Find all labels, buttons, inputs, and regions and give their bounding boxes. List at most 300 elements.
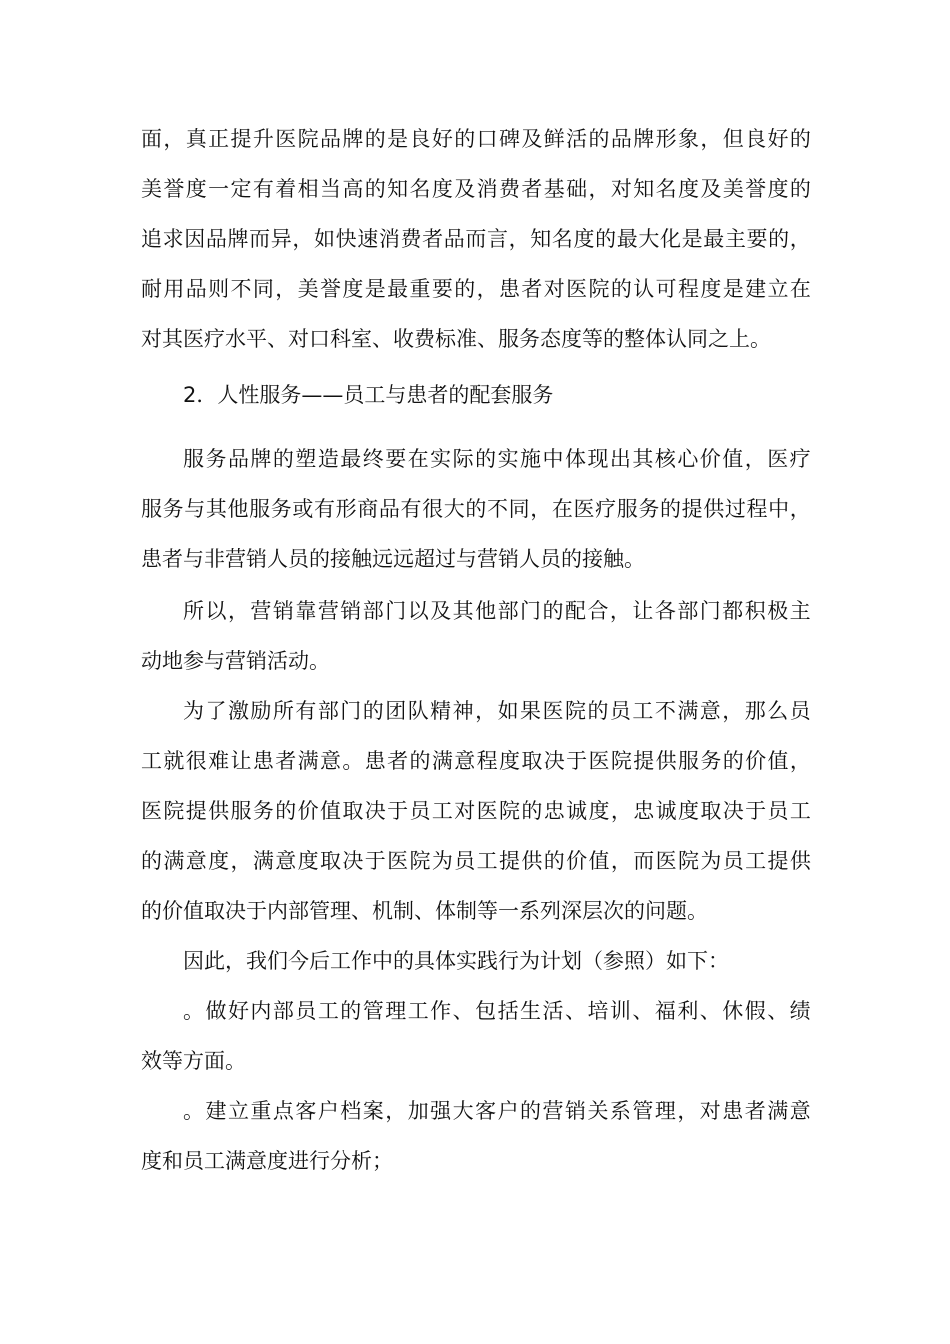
text-char: 供 <box>703 497 725 521</box>
text-char: 的 <box>610 277 632 301</box>
text-char: 。 <box>183 999 204 1023</box>
text-char: 要 <box>431 277 453 301</box>
text-line: 效等方面。 <box>141 1049 246 1073</box>
text-char: 中 <box>542 447 564 471</box>
text-char: 在 <box>407 447 429 471</box>
text-char: 诚 <box>566 799 588 823</box>
text-char: 积 <box>744 599 766 623</box>
text-char: 院 <box>588 277 610 301</box>
text-char: 医 <box>566 277 588 301</box>
text-char: 满 <box>431 749 453 773</box>
text-char: 终 <box>362 447 384 471</box>
text-char: 同 <box>252 277 274 301</box>
text-char: 好 <box>431 127 453 151</box>
text-char: 取 <box>320 849 341 873</box>
text-char: 、 <box>632 999 654 1023</box>
text-char: 服 <box>249 497 271 521</box>
text-char: 价 <box>566 849 588 873</box>
text-char: 销 <box>272 599 294 623</box>
text-char: 服 <box>616 497 638 521</box>
text-char: 绩 <box>789 999 811 1023</box>
text-char: 化 <box>660 227 681 251</box>
text-char: 如 <box>314 227 335 251</box>
text-char: 部 <box>497 599 519 623</box>
text-char: 誉 <box>163 177 185 201</box>
text-line: 度和员工满意度进行分析； <box>141 1149 393 1173</box>
text-char: 为 <box>700 849 722 873</box>
text-char: 品 <box>378 497 400 521</box>
text-char: 服 <box>141 497 162 521</box>
text-char: 内 <box>250 999 272 1023</box>
text-line <box>141 174 811 204</box>
text-char: 品 <box>320 127 341 151</box>
text-char: 程 <box>476 749 498 773</box>
text-char: 让 <box>632 599 654 623</box>
text-char: 与 <box>184 497 206 521</box>
text-char: 因 <box>184 227 206 251</box>
text-char: 服 <box>678 749 699 773</box>
text-char: 医 <box>767 447 789 471</box>
text-char: 着 <box>275 177 297 201</box>
text-char: 员 <box>789 699 811 723</box>
text-char: ， <box>163 127 185 151</box>
text-char: 工 <box>407 999 429 1023</box>
text-char: 满 <box>163 849 185 873</box>
text-char: 的 <box>475 447 497 471</box>
text-char: 则 <box>208 277 230 301</box>
text-char: 不 <box>230 277 252 301</box>
text-char: 有 <box>252 177 274 201</box>
text-char: 价 <box>745 749 767 773</box>
text-char: ， <box>588 177 610 201</box>
text-char: 医 <box>387 849 409 873</box>
text-char: 各 <box>654 599 676 623</box>
text-char: 提 <box>499 849 520 873</box>
text-char: 团 <box>385 699 407 723</box>
text-char: 医 <box>588 749 610 773</box>
text-char: 其 <box>205 497 227 521</box>
text-char: 主 <box>724 227 746 251</box>
text-char: 度 <box>678 177 699 201</box>
text-char: 其 <box>452 599 474 623</box>
text-char: 员 <box>609 699 631 723</box>
text-char: 务 <box>638 497 660 521</box>
text-char: 而 <box>249 227 271 251</box>
text-char: 员 <box>409 799 431 823</box>
text-char: 强 <box>430 1099 452 1123</box>
text-char: 用 <box>163 277 185 301</box>
text-line <box>141 846 811 876</box>
text-char: 同 <box>508 497 530 521</box>
text-char: 的 <box>141 849 162 873</box>
text-char: 务 <box>270 497 292 521</box>
text-char: 、 <box>564 999 586 1023</box>
text-char: 的 <box>587 699 609 723</box>
text-char: 取 <box>521 749 543 773</box>
text-char: 度 <box>342 277 364 301</box>
text-char: 是 <box>387 127 409 151</box>
text-line <box>141 796 811 826</box>
text-char: 立 <box>767 277 789 301</box>
text-char: 的 <box>409 749 431 773</box>
text-char: ， <box>385 1099 407 1123</box>
text-char: ， <box>789 497 811 521</box>
text-char: 但 <box>722 127 744 151</box>
text-char: 消 <box>378 227 400 251</box>
text-char: 费 <box>499 177 520 201</box>
text-char: 难 <box>208 749 230 773</box>
text-char: 在 <box>789 277 811 301</box>
text-char: 管 <box>632 1099 654 1123</box>
text-line <box>183 1096 811 1126</box>
text-char: 核 <box>654 447 676 471</box>
text-char: 品 <box>227 447 249 471</box>
text-char: 满 <box>767 1099 789 1123</box>
text-char: 而 <box>633 849 655 873</box>
text-char: 度 <box>767 177 789 201</box>
text-char: ， <box>677 1099 699 1123</box>
text-char: 及 <box>700 177 722 201</box>
text-line <box>183 696 811 726</box>
text-char: 的 <box>722 749 744 773</box>
text-char: 值 <box>320 799 341 823</box>
text-char: 疗 <box>789 447 811 471</box>
text-char: ， <box>744 447 766 471</box>
text-char: 医 <box>141 799 162 823</box>
text-char: 他 <box>227 497 249 521</box>
text-char: 供 <box>789 849 811 873</box>
text-char: 忠 <box>633 799 655 823</box>
text-char: 有 <box>314 497 335 521</box>
text-char: 部 <box>677 599 699 623</box>
text-char: 利 <box>677 999 699 1023</box>
text-char: 患 <box>364 749 386 773</box>
text-char: 极 <box>767 599 789 623</box>
section-heading: 2．人性服务——员工与患者的配套服务 <box>183 383 554 407</box>
text-char: ， <box>476 277 498 301</box>
text-char: 的 <box>588 127 610 151</box>
text-char: 是 <box>681 227 703 251</box>
text-char: 的 <box>789 127 811 151</box>
text-char: 其 <box>632 447 654 471</box>
text-char: 速 <box>357 227 379 251</box>
text-char: 他 <box>475 599 497 623</box>
text-char: 意 <box>275 849 297 873</box>
text-char: 么 <box>767 699 789 723</box>
text-char: 知 <box>633 177 655 201</box>
text-line: 患者与非营销人员的接触远远超过与营销人员的接触。 <box>141 547 645 571</box>
text-char: 活 <box>566 127 588 151</box>
text-char: 员 <box>454 849 476 873</box>
text-char: 。 <box>183 1099 204 1123</box>
text-char: 基 <box>543 177 565 201</box>
text-char: 意 <box>185 849 207 873</box>
text-char: 让 <box>230 749 252 773</box>
text-char: 牌 <box>633 127 655 151</box>
text-char: 合 <box>587 599 609 623</box>
text-char: 造 <box>317 447 339 471</box>
text-char: 以 <box>407 599 429 623</box>
text-char: 实 <box>430 447 452 471</box>
text-char: 取 <box>342 799 364 823</box>
text-char: 提 <box>681 497 703 521</box>
text-char: 意 <box>454 749 476 773</box>
text-char: 美 <box>141 177 162 201</box>
text-char: 很 <box>422 497 444 521</box>
text-char: 假 <box>744 999 766 1023</box>
text-char: 的 <box>364 127 386 151</box>
text-char: 要 <box>385 447 407 471</box>
text-char: 的 <box>521 799 543 823</box>
text-char: 忠 <box>543 799 565 823</box>
text-char: ， <box>609 599 631 623</box>
text-char: 的 <box>364 177 386 201</box>
text-char: 者 <box>521 277 543 301</box>
text-char: 名 <box>551 227 573 251</box>
text-char: 档 <box>340 1099 362 1123</box>
text-char: 、 <box>767 999 789 1023</box>
text-char: 工 <box>789 799 811 823</box>
text-char: 那 <box>744 699 766 723</box>
text-char: 施 <box>520 447 542 471</box>
text-char: 及 <box>521 127 543 151</box>
text-char: 销 <box>564 1099 586 1123</box>
text-char: 实 <box>497 447 519 471</box>
text-char: 、 <box>452 999 474 1023</box>
text-line <box>141 746 811 776</box>
text-line <box>183 444 811 474</box>
text-char: 务 <box>252 799 274 823</box>
text-char: 营 <box>542 1099 564 1123</box>
text-char: 塑 <box>295 447 317 471</box>
text-char: 而 <box>465 227 487 251</box>
text-char: ， <box>700 127 722 151</box>
text-char: 休 <box>722 999 744 1023</box>
text-char: 度 <box>431 177 453 201</box>
text-char: 管 <box>362 999 384 1023</box>
text-char: 门 <box>385 599 407 623</box>
text-char: 鲜 <box>543 127 565 151</box>
text-char: 的 <box>454 127 476 151</box>
text-char: 的 <box>520 1099 542 1123</box>
text-char: 者 <box>275 749 297 773</box>
text-char: 门 <box>699 599 721 623</box>
text-char: 院 <box>409 849 431 873</box>
text-char: 大 <box>443 497 465 521</box>
text-line: 对其医疗水平、对口科室、收费标准、服务态度等的整体认同之上。 <box>141 327 771 351</box>
text-char: 度 <box>700 277 722 301</box>
text-char: 的 <box>768 227 790 251</box>
text-char: 服 <box>230 799 252 823</box>
text-line <box>141 124 811 154</box>
text-char: 度 <box>678 799 699 823</box>
text-char: 最 <box>703 227 725 251</box>
text-char: 员 <box>767 799 789 823</box>
text-char: 工 <box>431 799 453 823</box>
text-char: 品 <box>185 277 207 301</box>
text-char: 者 <box>521 177 543 201</box>
text-char: 所 <box>272 699 294 723</box>
text-char: 誉 <box>320 277 341 301</box>
text-char: 不 <box>487 497 508 521</box>
text-char: 决 <box>543 749 565 773</box>
text-char: 都 <box>722 599 744 623</box>
text-char: 升 <box>252 127 274 151</box>
text-char: 最 <box>387 277 409 301</box>
text-char: 医 <box>573 497 595 521</box>
text-char: 真 <box>185 127 207 151</box>
text-char: 工 <box>745 849 767 873</box>
text-char: 决 <box>364 799 386 823</box>
text-char: 果 <box>520 699 542 723</box>
text-char: 的 <box>465 497 487 521</box>
text-char: 所 <box>183 599 204 623</box>
text-char: 有 <box>400 497 422 521</box>
text-char: 案 <box>362 1099 384 1123</box>
text-char: 出 <box>609 447 631 471</box>
text-char: 有 <box>295 699 317 723</box>
text-char: 加 <box>407 1099 429 1123</box>
text-char: 于 <box>566 749 588 773</box>
text-char: 求 <box>162 227 184 251</box>
text-char: 面 <box>141 127 162 151</box>
text-char: 名 <box>409 177 431 201</box>
text-line <box>183 596 811 626</box>
text-char: 价 <box>699 447 721 471</box>
text-char: 及 <box>454 177 476 201</box>
text-char: 对 <box>699 1099 721 1123</box>
text-char: 形 <box>335 497 357 521</box>
text-char: 在 <box>551 497 573 521</box>
text-char: 的 <box>543 849 565 873</box>
text-line: 的价值取决于内部管理、机制、体制等一系列深层次的问题。 <box>141 899 708 923</box>
text-char: 知 <box>530 227 552 251</box>
text-char: 消 <box>476 177 498 201</box>
text-char: 价 <box>297 799 319 823</box>
text-char: 、 <box>699 999 721 1023</box>
text-line <box>141 274 811 304</box>
text-char: ， <box>292 227 314 251</box>
text-char: 意 <box>789 1099 811 1123</box>
text-char: 度 <box>185 177 207 201</box>
text-char: 础 <box>566 177 588 201</box>
text-char: 异 <box>270 227 292 251</box>
text-char: 理 <box>654 1099 676 1123</box>
text-char: 决 <box>722 799 744 823</box>
text-char: 度 <box>208 849 230 873</box>
text-char: 提 <box>230 127 252 151</box>
text-char: 意 <box>320 749 341 773</box>
text-char: 主 <box>789 599 811 623</box>
text-char: 了 <box>205 699 227 723</box>
text-char: 者 <box>744 1099 766 1123</box>
text-char: 美 <box>722 177 744 201</box>
text-char: 体 <box>564 447 586 471</box>
text-char: 一 <box>208 177 230 201</box>
text-char: 品 <box>610 127 632 151</box>
text-char: 患 <box>722 1099 744 1123</box>
text-char: 包 <box>475 999 497 1023</box>
text-char: 值 <box>767 749 789 773</box>
text-char: 为 <box>183 699 204 723</box>
text-char: 供 <box>521 849 543 873</box>
text-char: 户 <box>497 1099 519 1123</box>
text-char: 建 <box>205 1099 227 1123</box>
text-char: 院 <box>499 799 520 823</box>
text-char: 认 <box>633 277 655 301</box>
text-char: 。 <box>342 749 364 773</box>
text-char: 员 <box>722 849 744 873</box>
text-char: 院 <box>297 127 319 151</box>
text-char: 是 <box>364 277 386 301</box>
text-char: 现 <box>587 447 609 471</box>
text-char: 重 <box>409 277 431 301</box>
text-char: 良 <box>745 127 767 151</box>
text-char: 工 <box>141 749 162 773</box>
text-char: 中 <box>768 497 790 521</box>
text-char: 做 <box>205 999 227 1023</box>
text-char: 快 <box>335 227 357 251</box>
text-char: ， <box>789 749 811 773</box>
text-char: 医 <box>655 849 677 873</box>
text-char: 者 <box>387 749 409 773</box>
text-char: 高 <box>342 177 364 201</box>
text-char: 的 <box>789 177 811 201</box>
text-char: 心 <box>677 447 699 471</box>
text-char: 形 <box>655 127 677 151</box>
text-char: 员 <box>295 999 317 1023</box>
text-char: 度 <box>499 749 520 773</box>
text-char: 的 <box>660 497 681 521</box>
text-char: 院 <box>163 799 185 823</box>
text-line <box>141 224 811 254</box>
text-char: 励 <box>250 699 272 723</box>
text-char: ， <box>275 277 297 301</box>
text-char: 就 <box>163 749 185 773</box>
text-char: 于 <box>387 799 409 823</box>
text-char: 际 <box>452 447 474 471</box>
text-char: 务 <box>700 749 722 773</box>
text-char: 患 <box>499 277 520 301</box>
text-char: ， <box>230 849 252 873</box>
text-char: 供 <box>208 799 230 823</box>
text-char: 及 <box>430 599 452 623</box>
text-char: 商 <box>357 497 379 521</box>
text-line: 动地参与营销活动。 <box>141 649 330 673</box>
text-char: 度 <box>588 799 610 823</box>
text-char: 系 <box>609 1099 631 1123</box>
text-char: 生 <box>520 999 542 1023</box>
text-char: 疗 <box>595 497 617 521</box>
text-char: 院 <box>564 699 586 723</box>
text-char: 满 <box>297 749 319 773</box>
text-char: 务 <box>162 497 184 521</box>
text-char: 以 <box>205 599 227 623</box>
text-char: 牌 <box>250 447 272 471</box>
text-line <box>183 996 811 1026</box>
text-char: 精 <box>430 699 452 723</box>
text-char: 最 <box>616 227 638 251</box>
text-char: 相 <box>297 177 319 201</box>
text-char: 象 <box>678 127 699 151</box>
text-char: 对 <box>543 277 565 301</box>
text-char: 训 <box>609 999 631 1023</box>
text-char: 好 <box>227 999 249 1023</box>
text-char: 重 <box>250 1099 272 1123</box>
text-char: 可 <box>655 277 677 301</box>
text-char: 客 <box>475 1099 497 1123</box>
text-char: 程 <box>746 497 768 521</box>
